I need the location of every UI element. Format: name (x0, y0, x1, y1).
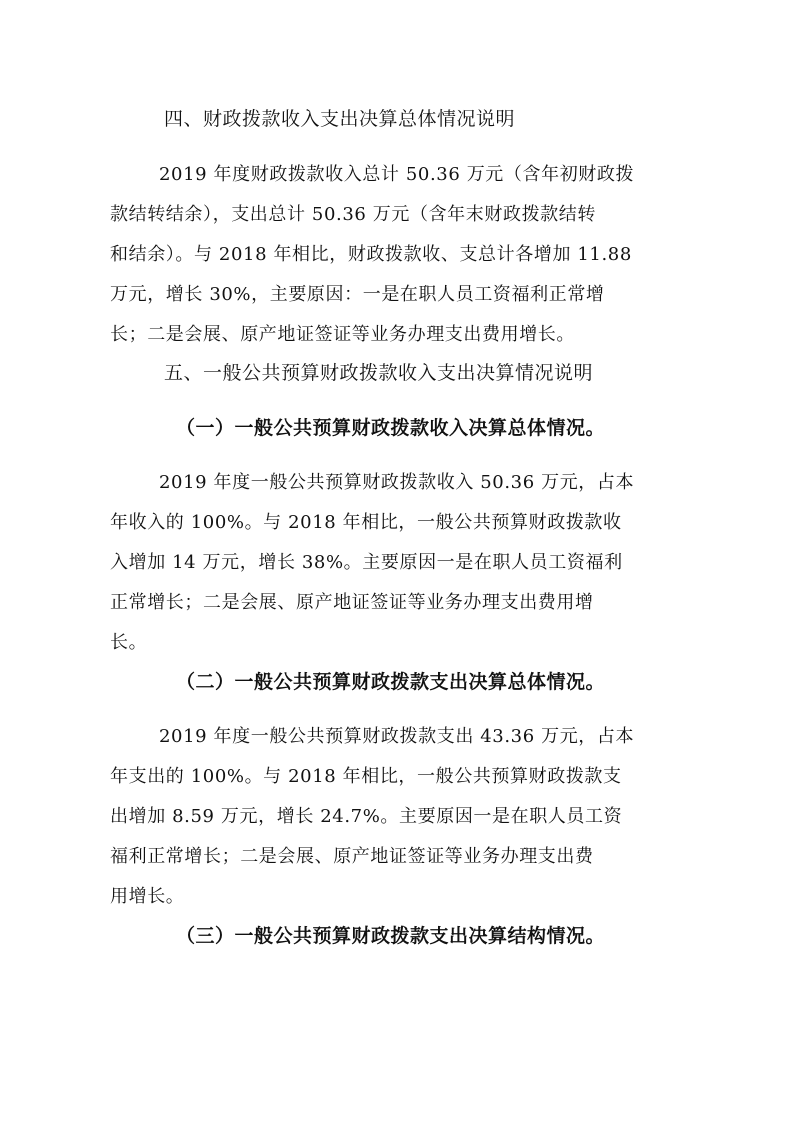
paragraph-line: 2019 年度一般公共预算财政拨款支出 43.36 万元，占本 (159, 726, 635, 747)
subsection-3-heading: （三）一般公共预算财政拨款支出决算结构情况。 (176, 925, 606, 947)
paragraph-line: 入增加 14 万元，增长 38%。主要原因一是在职人员工资福利 (110, 552, 623, 573)
section-4-paragraph (110, 163, 690, 363)
section-4-heading: 四、财政拨款收入支出决算总体情况说明 (164, 108, 516, 130)
paragraph-line: 长；二是会展、原产地证签证等业务办理支出费用增长。 (110, 324, 575, 345)
paragraph-line: 用增长。 (110, 886, 185, 907)
paragraph-line: 2019 年度财政拨款收入总计 50.36 万元（含年初财政拨 (159, 164, 635, 185)
paragraph-line: 正常增长；二是会展、原产地证签证等业务办理支出费用增 (110, 592, 594, 613)
paragraph-line: 年收入的 100%。与 2018 年相比，一般公共预算财政拨款收 (110, 512, 622, 533)
paragraph-line: 出增加 8.59 万元，增长 24.7%。主要原因一是在职人员工资 (110, 806, 623, 827)
subsection-1-paragraph (110, 471, 690, 671)
paragraph-line: 福利正常增长；二是会展、原产地证签证等业务办理支出费 (110, 846, 594, 867)
subsection-2-heading: （二）一般公共预算财政拨款支出决算总体情况。 (176, 671, 606, 693)
subsection-1-heading: （一）一般公共预算财政拨款收入决算总体情况。 (176, 417, 606, 439)
paragraph-line: 年支出的 100%。与 2018 年相比，一般公共预算财政拨款支 (110, 766, 622, 787)
paragraph-line: 2019 年度一般公共预算财政拨款收入 50.36 万元，占本 (159, 472, 635, 493)
paragraph-line: 款结转结余），支出总计 50.36 万元（含年末财政拨款结转 (110, 204, 596, 225)
paragraph-line: 和结余）。与 2018 年相比，财政拨款收、支总计各增加 11.88 (110, 244, 632, 265)
subsection-2-paragraph (110, 725, 690, 925)
paragraph-line: 长。 (110, 632, 148, 653)
paragraph-line: 万元，增长 30%，主要原因：一是在职人员工资福利正常增 (110, 284, 605, 305)
section-5-heading: 五、一般公共预算财政拨款收入支出决算情况说明 (164, 362, 594, 384)
